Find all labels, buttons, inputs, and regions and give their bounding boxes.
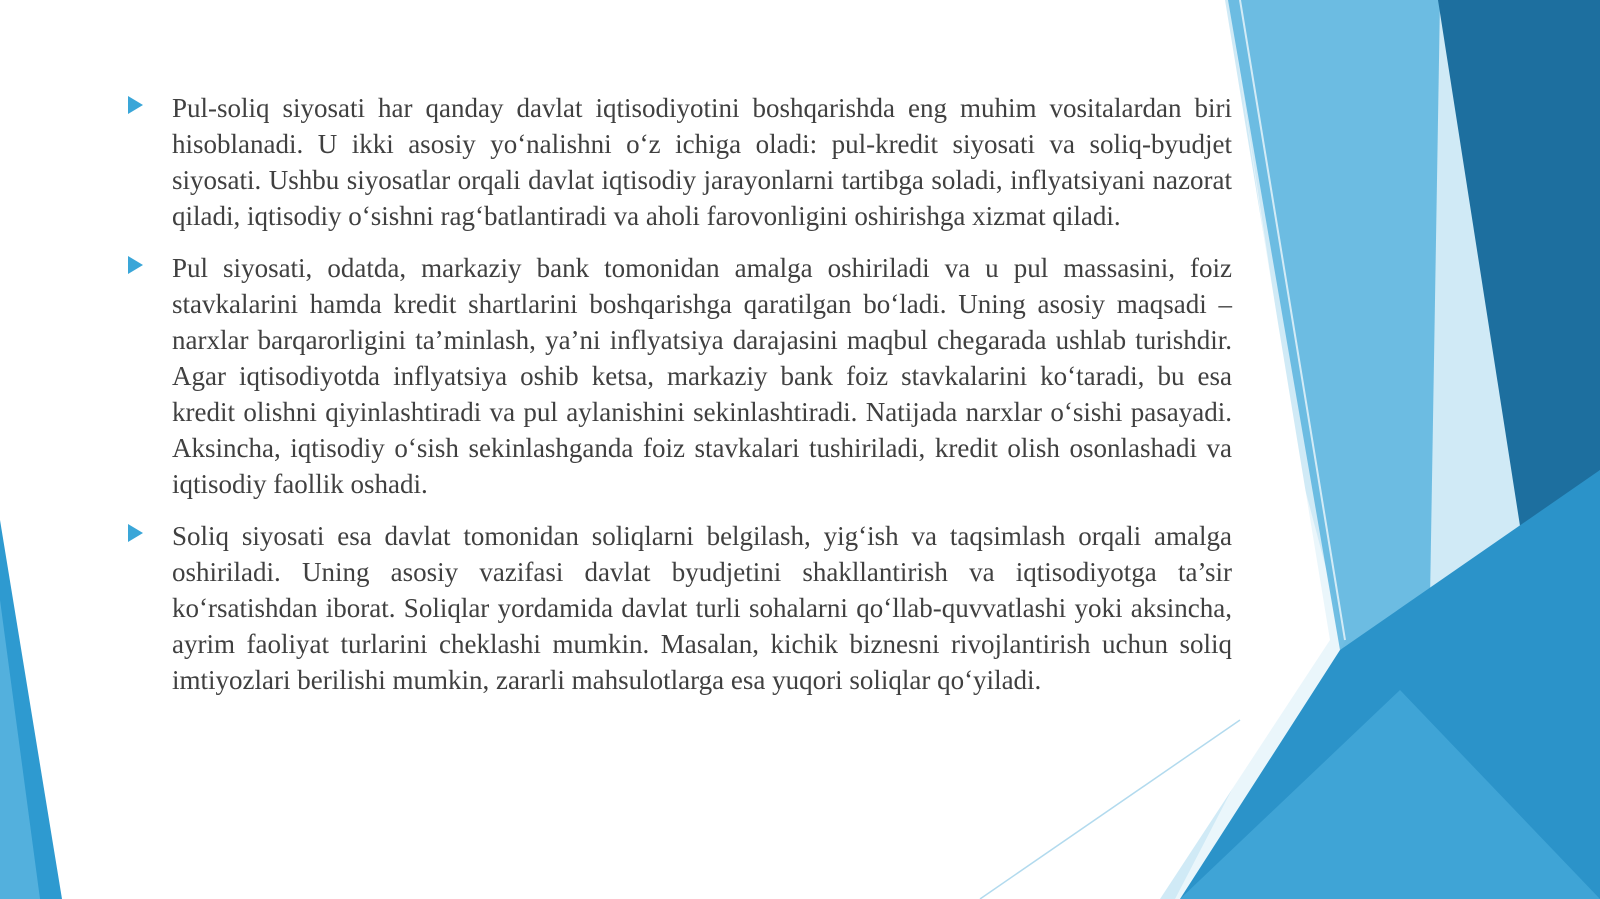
bullet-item	[122, 90, 1232, 234]
bullet-text: Soliq siyosati esa davlat tomonidan soliqlarni belgilash, yig‘ish va taqsimlash orqali amalga oshiriladi. Uning asosiy vazifasi davlat byudjetini shakllantirish va iqtisodiyotga ta’sir ko‘rsatishdan iborat. Soliqlar yordamida davlat turli sohalarni qo‘llab-quvvatlashi yoki aksincha, ayrim faoliyat turlarini cheklashi mumkin. Masalan, kichik biznesni rivojlantirish uchun soliq imtiyozlari berilishi mumkin, zararli mahsulotlarga esa yuqori soliqlar qo‘yiladi.	[172, 521, 1232, 695]
triangle-bullet-icon	[128, 96, 143, 114]
bullet-item	[122, 250, 1232, 502]
triangle-bullet-icon	[128, 256, 143, 274]
bullet-item	[122, 518, 1232, 698]
bullet-list	[122, 90, 1232, 714]
bullet-text: Pul siyosati, odatda, markaziy bank tomonidan amalga oshiriladi va u pul massasini, foiz stavkalarini hamda kredit shartlarini boshqarishga qaratilgan bo‘ladi. Uning asosiy maqsadi – narxlar barqarorligini ta’minlash, ya’ni inflyatsiya darajasini maqbul chegarada ushlab turishdir. Agar iqtisodiyotda inflyatsiya oshib ketsa, markaziy bank foiz stavkalarini ko‘taradi, bu esa kredit olishni qiyinlashtiradi va pul aylanishini sekinlashtiradi. Natijada narxlar o‘sishi pasayadi. Aksincha, iqtisodiy o‘sish sekinlashganda foiz stavkalari tushiriladi, kredit olish osonlashadi va iqtisodiy faollik oshadi.	[172, 253, 1232, 499]
bullet-text: Pul-soliq siyosati har qanday davlat iqtisodiyotini boshqarishda eng muhim vositalardan biri hisoblanadi. U ikki asosiy yo‘nalishni o‘z ichiga oladi: pul-kredit siyosati va soliq-byudjet siyosati. Ushbu siyosatlar orqali davlat iqtisodiy jarayonlarni tartibga soladi, inflyatsiyani nazorat qiladi, iqtisodiy o‘sishni rag‘batlantiradi va aholi farovonligini oshirishga xizmat qiladi.	[172, 93, 1232, 231]
triangle-bullet-icon	[128, 524, 143, 542]
decor-shape-mid-band	[1228, 0, 1440, 650]
